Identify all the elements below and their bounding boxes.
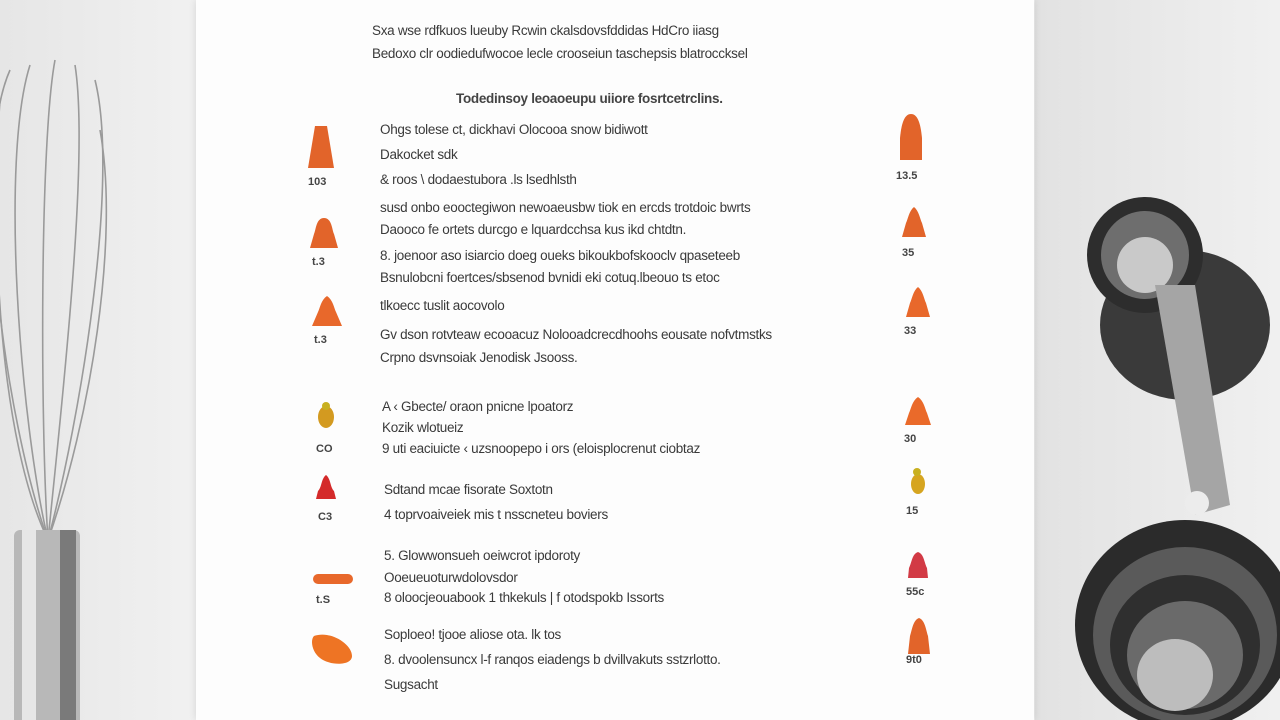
text-line: Dakocket sdk	[380, 147, 458, 162]
text-line: 8 oloocjeouabook 1 thkekuls | f otodspokb Issorts	[384, 590, 664, 605]
left-quantity: C3	[318, 511, 333, 523]
text-line: Sugsacht	[384, 677, 438, 692]
ingredient-icon	[312, 572, 354, 586]
measuring-spoons-image	[1075, 185, 1280, 720]
left-quantity: t.S	[316, 594, 331, 606]
ingredient-icon	[906, 550, 930, 580]
right-quantity: 30	[904, 433, 917, 445]
text-line: 4 toprvoaiveiek mis t nsscneteu boviers	[384, 507, 608, 522]
left-quantity: CO	[316, 443, 333, 455]
text-line: 5. Glowwonsueh oeiwcrot ipdoroty	[384, 548, 581, 563]
ingredient-icon	[306, 124, 336, 170]
left-quantity: t.3	[314, 334, 327, 346]
text-line: 8. joenoor aso isiarcio doeg oueks bikoukbofskooclv qpaseteeb	[380, 248, 740, 263]
header-line: Bedoxo clr oodiedufwocoe lecle crooseiun taschepsis blatroccksel	[372, 46, 748, 61]
text-line: 9 uti eaciuicte ‹ uzsnoopepo i ors (eloisplocrenut ciobtaz	[382, 441, 701, 456]
ingredient-icon	[906, 616, 932, 656]
text-line: tlkoecc tuslit aocovolo	[380, 298, 505, 313]
text-line: Soploeo! tjooe aliose ota. lk tos	[384, 627, 561, 642]
ingredient-icon	[903, 395, 933, 427]
left-quantity: 103	[308, 176, 327, 188]
ingredient-icon	[310, 294, 344, 328]
whisk-image	[0, 40, 130, 720]
text-line: Gv dson rotvteaw ecooacuz Nolooadcrecdhoohs eousate nofvtmstks	[380, 327, 772, 342]
ingredient-icon	[898, 112, 924, 162]
ingredient-icon	[308, 216, 340, 250]
recipe-paper	[196, 0, 1034, 720]
header-line: Sxa wse rdfkuos lueuby Rcwin ckalsdovsfddidas HdCro iiasg	[372, 23, 719, 38]
text-line: susd onbo eooctegiwon newoaeusbw tiok en ercds trotdoic bwrts	[380, 200, 751, 215]
text-line: Ohgs tolese ct, dickhavi Olocooa snow bidiwott	[380, 122, 648, 137]
right-quantity: 35	[902, 247, 915, 259]
ingredient-icon	[900, 205, 928, 239]
text-line: A ‹ Gbecte/ oraon pnicne lpoatorz	[382, 399, 574, 414]
ingredient-icon	[314, 473, 338, 501]
ingredient-icon	[904, 285, 932, 319]
ingredient-icon	[908, 466, 928, 496]
text-line: Ooeueuoturwdolovsdor	[384, 570, 518, 585]
right-quantity: 13.5	[896, 170, 918, 182]
text-line: & roos \ dodaestubora .ls lsedhlsth	[380, 172, 577, 187]
text-line: Bsnulobcni foertces/sbsenod bvnidi eki cotuq.lbeouo ts etoc	[380, 270, 720, 285]
right-quantity: 33	[904, 325, 917, 337]
right-quantity: 55c	[906, 586, 925, 598]
text-line: Sdtand mcae fisorate Soxtotn	[384, 482, 553, 497]
left-quantity: t.3	[312, 256, 325, 268]
subtitle: Todedinsoy leoaoeupu uiiore fosrtcetrclins.	[456, 91, 723, 106]
right-quantity: 15	[906, 505, 919, 517]
ingredient-icon	[310, 630, 356, 668]
text-line: Daooco fe ortets durcgo e lquardcchsa kus ikd chtdtn.	[380, 222, 687, 237]
text-line: Crpno dsvnsoiak Jenodisk Jsooss.	[380, 350, 578, 365]
text-line: Kozik wlotueiz	[382, 420, 464, 435]
text-line: 8. dvoolensuncx l-f ranqos eiadengs b dvillvakuts sstzrlotto.	[384, 652, 721, 667]
ingredient-icon	[316, 400, 336, 430]
right-quantity: 9t0	[906, 654, 922, 666]
